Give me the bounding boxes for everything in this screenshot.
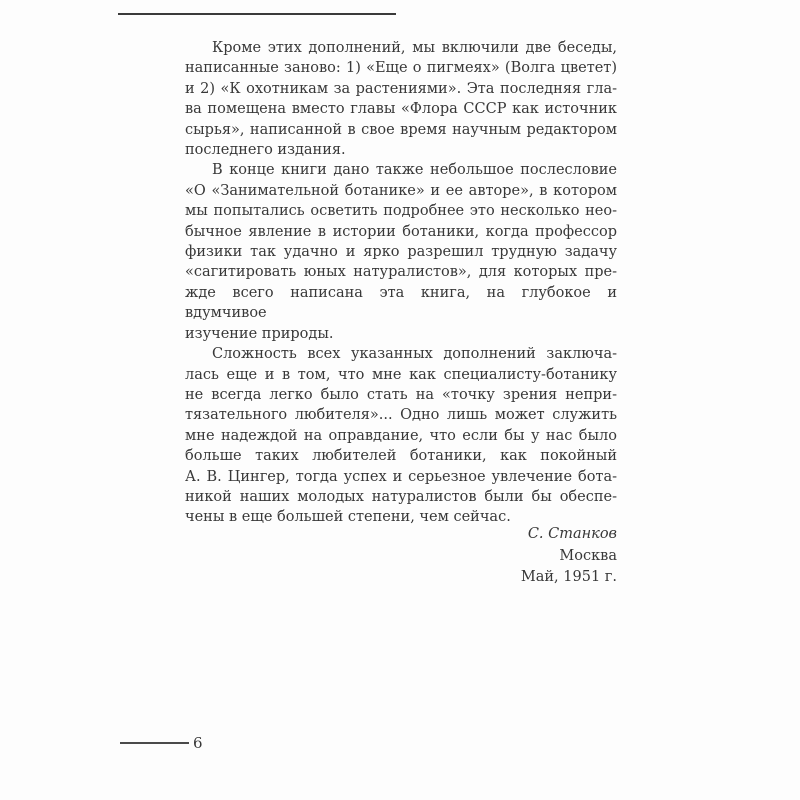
- text-line: изучение природы.: [185, 325, 334, 342]
- text-line: мне надеждой на оправдание, что если бы у нас было: [185, 427, 617, 444]
- text-line: лась еще и в том, что мне как специалисту-ботанику: [185, 366, 617, 383]
- text-line: написанные заново: 1) «Еще о пигмеях» (Волга цветет): [185, 60, 617, 77]
- text-line: бычное явление в истории ботаники, когда профессор: [185, 223, 617, 240]
- text-line: мы попытались осветить подробнее это несколько нео-: [185, 203, 617, 220]
- text-line: последнего издания.: [185, 142, 346, 159]
- paragraph-1: [185, 38, 617, 160]
- text-line: не всегда легко было стать на «точку зрения непри-: [185, 386, 617, 403]
- text-line: Сложность всех указанных дополнений заключа-: [212, 346, 617, 363]
- text-line: ва помещена вместо главы «Флора СССР как источник: [185, 101, 617, 118]
- paragraph-2: [185, 160, 617, 344]
- text-line: никой наших молодых натуралистов были бы обеспе-: [185, 488, 617, 505]
- text-line: и 2) «К охотникам за растениями». Эта последняя гла-: [185, 80, 617, 97]
- footer-rule: [120, 742, 189, 744]
- signature-city: Москва: [559, 547, 617, 564]
- signature-author: С. Станков: [527, 526, 617, 542]
- text-line: «О «Занимательной ботанике» и ее авторе», в котором: [185, 182, 617, 199]
- text-line: В конце книги дано также небольшое послесловие: [212, 162, 617, 179]
- text-line: тязательного любителя»... Одно лишь может служить: [185, 407, 617, 424]
- page-text-block: [185, 38, 617, 528]
- text-line: физики так удачно и ярко разрешил трудную задачу: [185, 244, 617, 261]
- signature-block: [185, 524, 617, 589]
- text-line: чены в еще большей степени, чем сейчас.: [185, 509, 511, 526]
- text-line: жде всего написана эта книга, на глубокое и вдумчивое: [185, 284, 617, 322]
- text-line: больше таких любителей ботаники, как покойный: [185, 448, 617, 465]
- signature-date: Май, 1951 г.: [520, 569, 617, 585]
- top-divider-rule: [118, 13, 396, 15]
- text-line: Кроме этих дополнений, мы включили две беседы,: [212, 40, 617, 56]
- text-line: А. В. Цингер, тогда успех и серьезное увлечение бота-: [185, 468, 617, 485]
- page-number: 6: [193, 734, 203, 752]
- paragraph-3: [185, 344, 617, 528]
- text-line: «сагитировать юных натуралистов», для которых пре-: [185, 264, 617, 281]
- text-line: сырья», написанной в свое время научным редактором: [185, 121, 617, 138]
